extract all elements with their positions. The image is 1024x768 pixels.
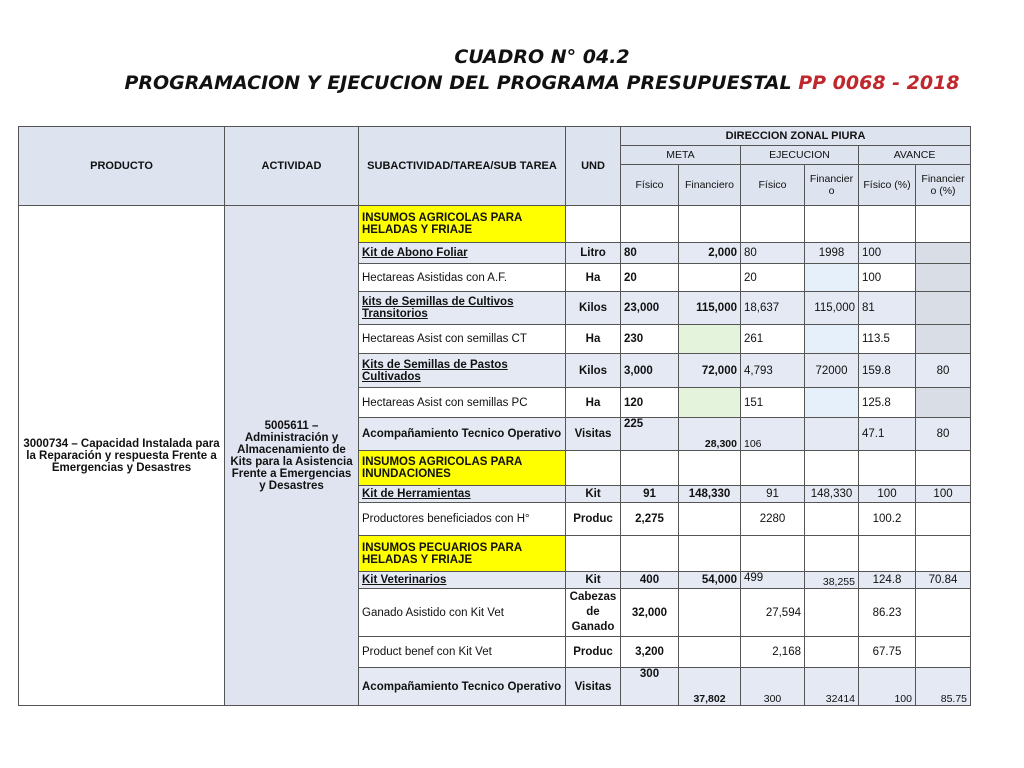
avance-fisico-cell: 86.23 (859, 589, 916, 637)
avance-fisico-cell: 125.8 (859, 388, 916, 418)
und-cell: Kilos (566, 292, 621, 325)
avance-fin-cell (916, 243, 971, 264)
meta-fisico-cell: 120 (621, 388, 679, 418)
avance-fisico-cell (859, 206, 916, 243)
header-avance-fisico: Físico (%) (859, 165, 916, 206)
und-cell: Kit (566, 572, 621, 589)
avance-fisico-cell: 100 (859, 486, 916, 503)
avance-fin-cell (916, 388, 971, 418)
ejec-fisico-cell: 91 (741, 486, 805, 503)
ejec-fisico-cell: 2,168 (741, 637, 805, 668)
meta-fin-cell (679, 451, 741, 486)
ejec-fin-cell (805, 536, 859, 572)
ejec-fisico-cell: 106 (741, 418, 805, 451)
row-label: Acompañamiento Tecnico Operativo (359, 668, 566, 706)
row-label: kits de Semillas de Cultivos Transitorios (359, 292, 566, 325)
table-title: CUADRO N° 04.2 (454, 46, 630, 68)
avance-fisico-cell: 81 (859, 292, 916, 325)
ejec-fisico-cell (741, 536, 805, 572)
header-ejec-financiero: Financier o (805, 165, 859, 206)
ejec-fisico-cell: 20 (741, 264, 805, 292)
meta-fisico-cell (621, 206, 679, 243)
section-header: INSUMOS AGRICOLAS PARA INUNDACIONES (359, 451, 566, 486)
ejec-fisico-cell: 151 (741, 388, 805, 418)
ejec-fin-cell (805, 637, 859, 668)
avance-fin-cell (916, 536, 971, 572)
avance-fin-cell (916, 325, 971, 354)
meta-fin-cell (679, 637, 741, 668)
header-avance-financiero: Financier o (%) (916, 165, 971, 206)
ejec-fisico-cell (741, 206, 805, 243)
row-label: Hectareas Asistidas con A.F. (359, 264, 566, 292)
row-label: Kits de Semillas de Pastos Cultivados (359, 354, 566, 388)
ejec-fin-cell: 32414 (805, 668, 859, 706)
ejec-fin-cell (805, 451, 859, 486)
und-cell: Visitas (566, 418, 621, 451)
row-label: Hectareas Asist con semillas CT (359, 325, 566, 354)
row-label: Kit de Abono Foliar (359, 243, 566, 264)
und-cell: Ha (566, 388, 621, 418)
subtitle-accent: PP 0068 - 2018 (798, 72, 960, 94)
avance-fin-cell (916, 637, 971, 668)
header-meta-financiero: Financiero (679, 165, 741, 206)
budget-table (18, 126, 971, 706)
ejec-fin-cell: 115,000 (805, 292, 859, 325)
avance-fisico-cell: 47.1 (859, 418, 916, 451)
meta-fisico-cell: 300 (621, 668, 679, 706)
header-ejecucion: EJECUCION (741, 146, 859, 165)
und-cell: Ha (566, 264, 621, 292)
und-cell: Ha (566, 325, 621, 354)
avance-fin-cell (916, 589, 971, 637)
header-subactividad: SUBACTIVIDAD/TAREA/SUB TAREA (359, 127, 566, 206)
meta-fisico-cell: 32,000 (621, 589, 679, 637)
row-label: Kit de Herramientas (359, 486, 566, 503)
meta-fisico-cell: 20 (621, 264, 679, 292)
und-cell: Kilos (566, 354, 621, 388)
ejec-fisico-cell: 261 (741, 325, 805, 354)
und-cell: Litro (566, 243, 621, 264)
meta-fisico-cell: 91 (621, 486, 679, 503)
ejec-fin-cell (805, 589, 859, 637)
section-header: INSUMOS AGRICOLAS PARA HELADAS Y FRIAJE (359, 206, 566, 243)
meta-fisico-cell: 3,200 (621, 637, 679, 668)
header-actividad: ACTIVIDAD (225, 127, 359, 206)
meta-fin-cell: 72,000 (679, 354, 741, 388)
ejec-fisico-cell: 18,637 (741, 292, 805, 325)
meta-fisico-cell: 400 (621, 572, 679, 589)
avance-fisico-cell: 67.75 (859, 637, 916, 668)
ejec-fin-cell (805, 264, 859, 292)
und-cell: Cabezas de Ganado (566, 589, 621, 637)
und-cell: Visitas (566, 668, 621, 706)
header-meta: META (621, 146, 741, 165)
ejec-fin-cell (805, 325, 859, 354)
header-avance: AVANCE (859, 146, 971, 165)
meta-fisico-cell: 23,000 (621, 292, 679, 325)
meta-fisico-cell: 80 (621, 243, 679, 264)
avance-fin-cell (916, 503, 971, 536)
avance-fin-cell: 70.84 (916, 572, 971, 589)
meta-fin-cell: 115,000 (679, 292, 741, 325)
avance-fisico-cell: 100 (859, 243, 916, 264)
avance-fisico-cell: 113.5 (859, 325, 916, 354)
und-cell: Produc (566, 637, 621, 668)
avance-fisico-cell: 100 (859, 264, 916, 292)
avance-fin-cell: 80 (916, 418, 971, 451)
ejec-fisico-cell: 27,594 (741, 589, 805, 637)
meta-fin-cell: 148,330 (679, 486, 741, 503)
avance-fin-cell: 80 (916, 354, 971, 388)
avance-fisico-cell: 124.8 (859, 572, 916, 589)
avance-fin-cell (916, 292, 971, 325)
header-und: UND (566, 127, 621, 206)
header-direccion: DIRECCION ZONAL PIURA (621, 127, 971, 146)
ejec-fin-cell (805, 388, 859, 418)
avance-fin-cell: 85.75 (916, 668, 971, 706)
ejec-fin-cell (805, 418, 859, 451)
avance-fisico-cell: 100 (859, 668, 916, 706)
subtitle-main: PROGRAMACION Y EJECUCION DEL PROGRAMA PRESUPUESTAL (124, 72, 799, 94)
und-cell (566, 536, 621, 572)
meta-fisico-cell: 2,275 (621, 503, 679, 536)
und-cell (566, 451, 621, 486)
header-ejec-fisico: Físico (741, 165, 805, 206)
ejec-fisico-cell: 300 (741, 668, 805, 706)
meta-fin-cell (679, 388, 741, 418)
ejec-fin-cell: 72000 (805, 354, 859, 388)
row-label: Productores beneficiados con H° (359, 503, 566, 536)
avance-fisico-cell (859, 451, 916, 486)
meta-fisico-cell: 3,000 (621, 354, 679, 388)
avance-fin-cell (916, 206, 971, 243)
row-label: Ganado Asistido con Kit Vet (359, 589, 566, 637)
header-producto: PRODUCTO (19, 127, 225, 206)
ejec-fin-cell: 148,330 (805, 486, 859, 503)
ejec-fin-cell (805, 206, 859, 243)
avance-fisico-cell: 100.2 (859, 503, 916, 536)
row-label: Acompañamiento Tecnico Operativo (359, 418, 566, 451)
row-label: Hectareas Asist con semillas PC (359, 388, 566, 418)
meta-fin-cell: 54,000 (679, 572, 741, 589)
ejec-fisico-cell: 2280 (741, 503, 805, 536)
avance-fin-cell: 100 (916, 486, 971, 503)
und-cell (566, 206, 621, 243)
meta-fisico-cell (621, 536, 679, 572)
meta-fin-cell: 2,000 (679, 243, 741, 264)
table-subtitle (30, 72, 1024, 94)
meta-fin-cell (679, 206, 741, 243)
avance-fisico-cell (859, 536, 916, 572)
ejec-fin-cell: 1998 (805, 243, 859, 264)
row-label: Kit Veterinarios (359, 572, 566, 589)
meta-fisico-cell: 230 (621, 325, 679, 354)
meta-fisico-cell: 225 (621, 418, 679, 451)
ejec-fisico-cell: 499 (741, 572, 805, 589)
ejec-fin-cell: 38,255 (805, 572, 859, 589)
row-label: Product benef con Kit Vet (359, 637, 566, 668)
ejec-fisico-cell: 4,793 (741, 354, 805, 388)
ejec-fin-cell (805, 503, 859, 536)
avance-fisico-cell: 159.8 (859, 354, 916, 388)
ejec-fisico-cell (741, 451, 805, 486)
header-meta-fisico: Físico (621, 165, 679, 206)
avance-fin-cell (916, 451, 971, 486)
actividad-cell: 5005611 – Administración y Almacenamiento de Kits para la Asistencia Frente a Emergencias y Desastres (225, 206, 359, 706)
meta-fin-cell: 28,300 (679, 418, 741, 451)
ejec-fisico-cell: 80 (741, 243, 805, 264)
producto-cell: 3000734 – Capacidad Instalada para la Reparación y respuesta Frente a Emergencias y Desastres (19, 206, 225, 706)
und-cell: Produc (566, 503, 621, 536)
meta-fin-cell (679, 264, 741, 292)
meta-fin-cell: 37,802 (679, 668, 741, 706)
meta-fin-cell (679, 325, 741, 354)
meta-fin-cell (679, 589, 741, 637)
und-cell: Kit (566, 486, 621, 503)
section-header: INSUMOS PECUARIOS PARA HELADAS Y FRIAJE (359, 536, 566, 572)
meta-fisico-cell (621, 451, 679, 486)
meta-fin-cell (679, 536, 741, 572)
avance-fin-cell (916, 264, 971, 292)
meta-fin-cell (679, 503, 741, 536)
